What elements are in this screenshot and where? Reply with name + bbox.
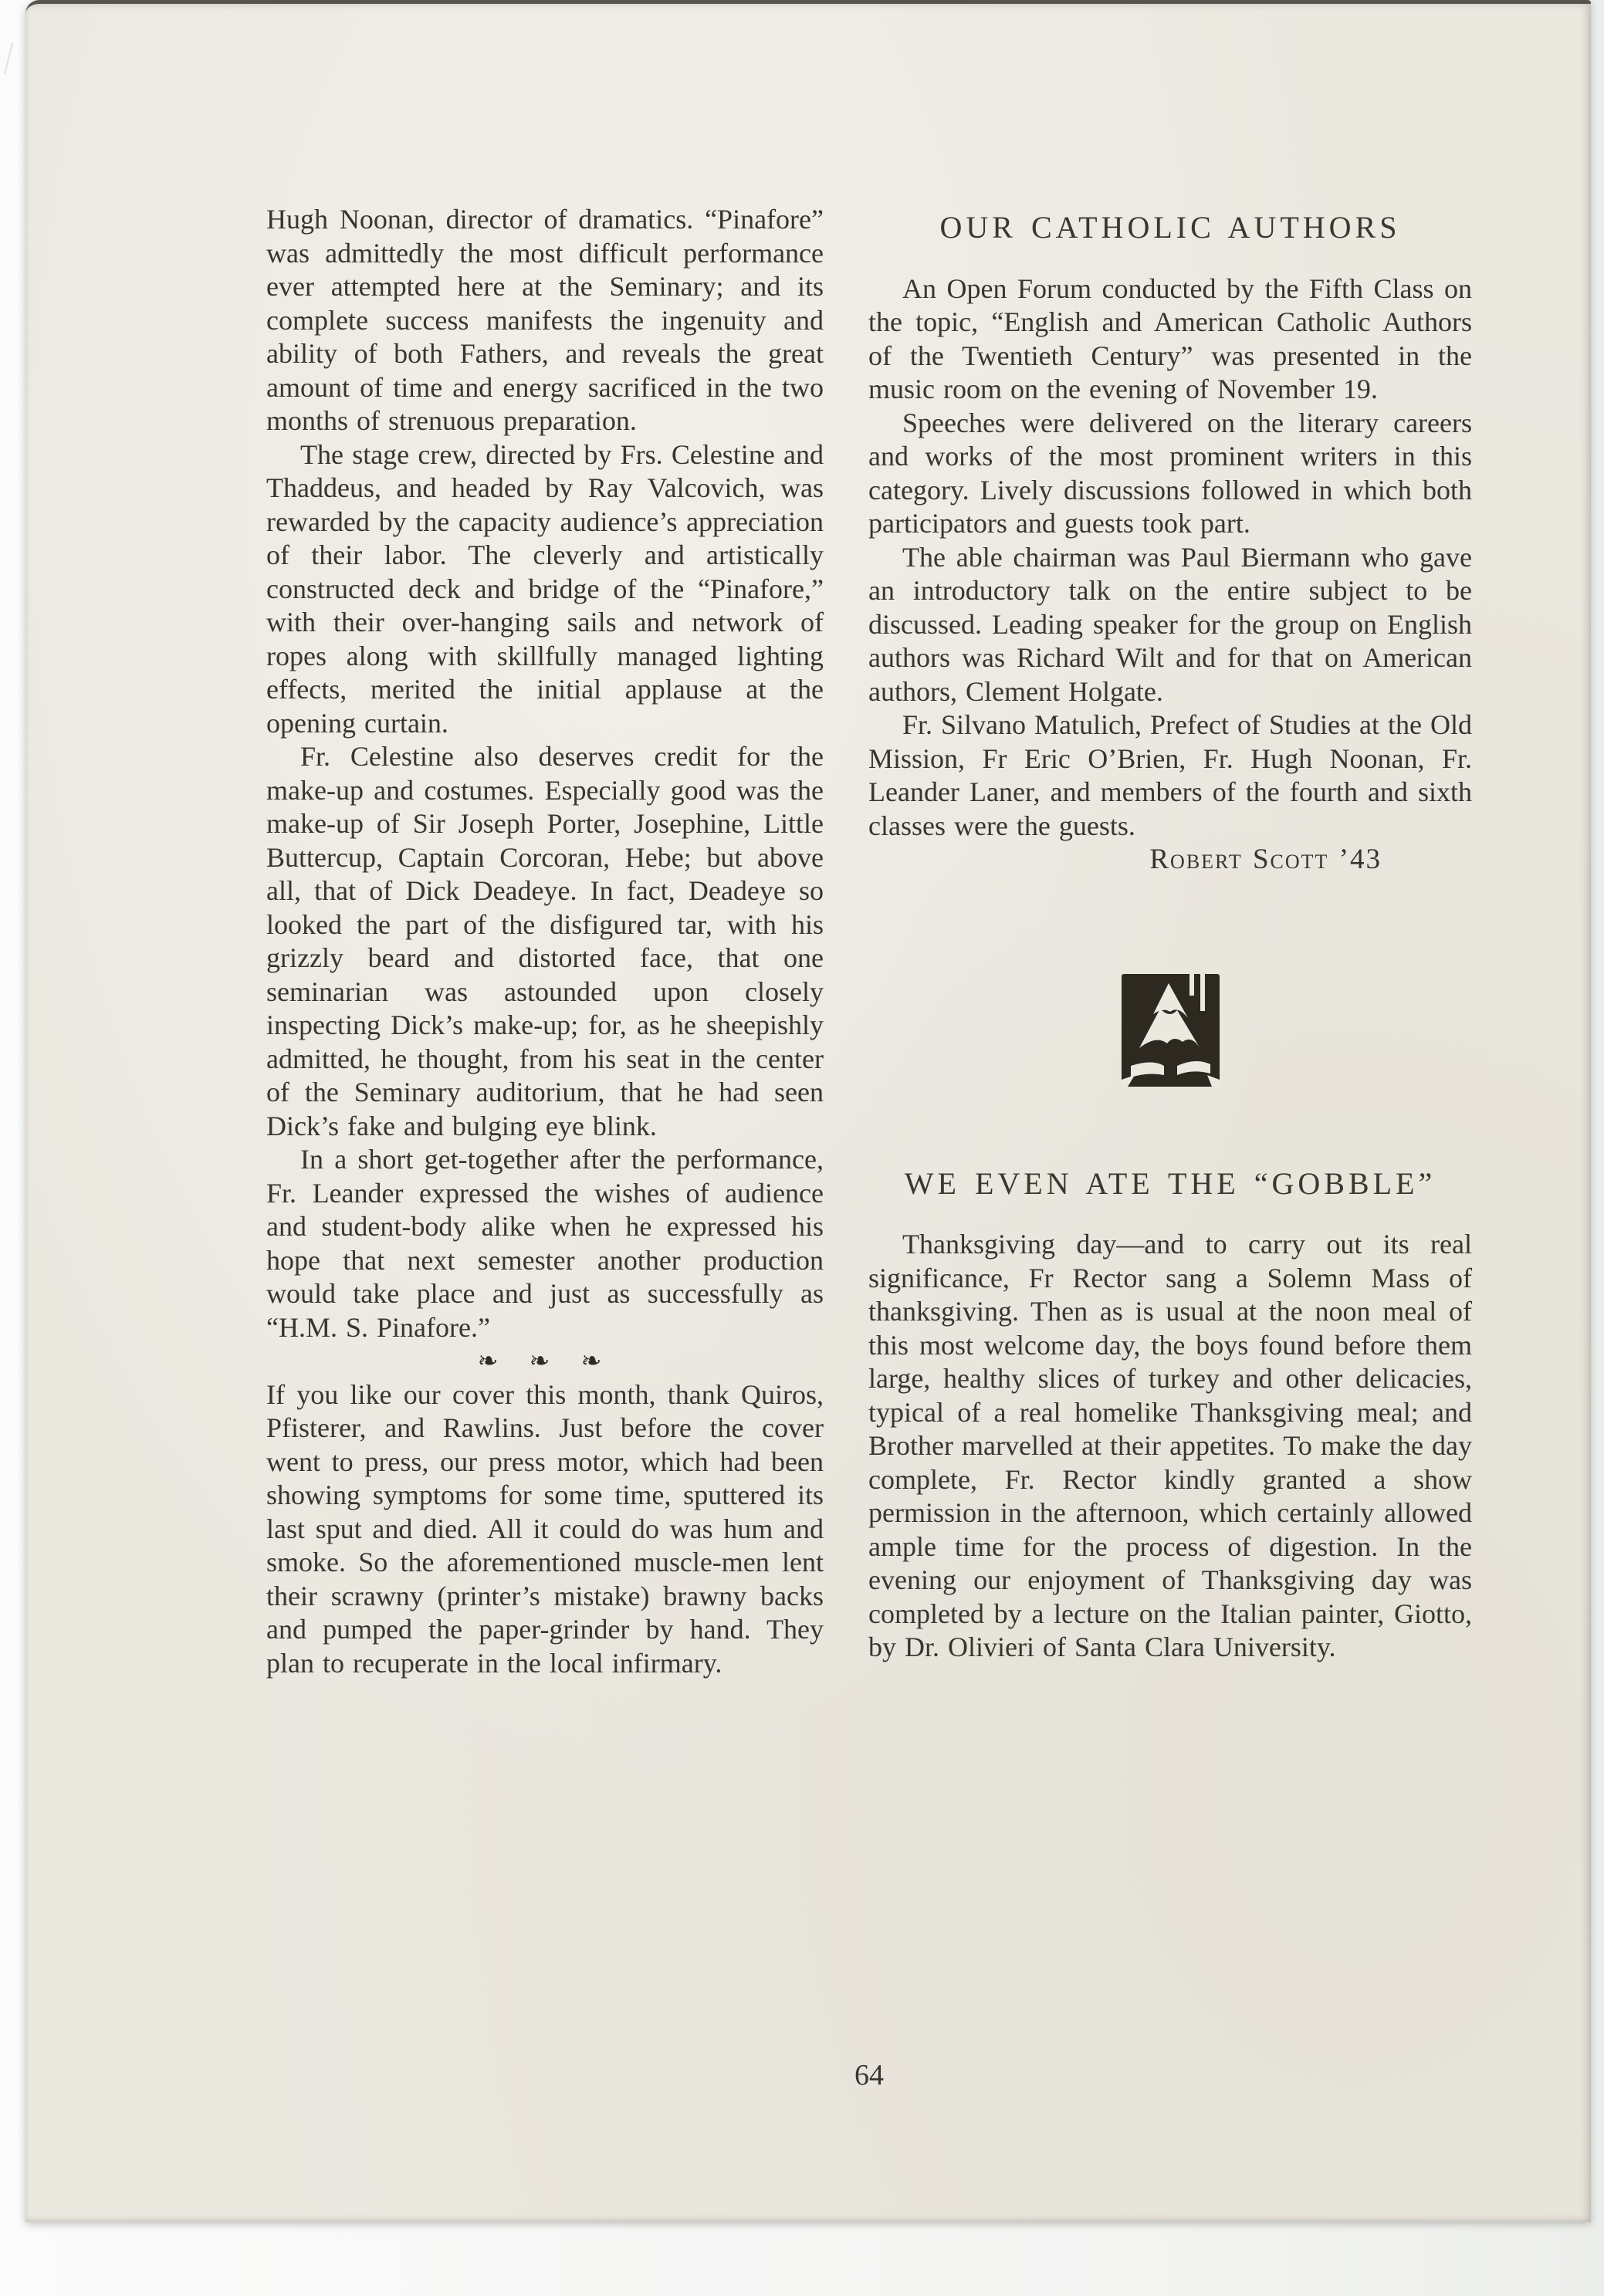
paragraph-makeup: Fr. Celestine also deserves credit for the make-up and costumes. Especially good was the make-up of Sir Joseph Porter, Josephine, Little Buttercup, Captain Corcoran, Hebe; but above all, that of Dick Deadeye. In fact, Deadeye so looked the part of the disfigured tar, with his grizzly beard and distorted face, that one seminarian was astounded upon closely inspecting Dick’s make-up; for, as he sheepishly admitted, he thought, from his seat in the center of the Seminary auditorium, that he had seen Dick’s fake and bulging eye blink. xyxy=(266,741,824,1141)
page-number: 64 xyxy=(854,2059,884,2091)
paragraph-pinafore-intro: Hugh Noonan, director of dramatics. “Pinafore” was admittedly the most difficult performance ever attempted here at the Seminary; and its complete success manifests the ingenuity and ability of both Fathers, and reveals the great amount of time and energy sacrificed in the two months of strenuous preparation. xyxy=(266,204,824,436)
paragraph-speeches: Speeches were delivered on the literary careers and works of the most prominent writers in this category. Lively discussions followed in which both participators and guests took part. xyxy=(868,407,1472,539)
left-text-column xyxy=(266,203,824,1680)
fleuron-ornament-icon: ❧ ❧ ❧ xyxy=(477,1346,613,1375)
right-text-column xyxy=(868,211,1472,1665)
paragraph-cover-press: If you like our cover this month, thank Quiros, Pfisterer, and Rawlins. Just before the cover went to press, our press motor, which had been showing symptoms for some time, sputtered its last sput and died. All it could do was hum and smoke. So the aforementioned muscle-men lent their scrawny (printer’s mistake) brawny backs and pumped the paper-grinder by hand. They plan to recuperate in the local infirmary. xyxy=(266,1378,824,1679)
paragraph-chairman: The able chairman was Paul Biermann who gave an introductory talk on the entire subject to be discussed. Leading speaker for the group on English authors was Richard Wilt and for that on American authors, Clement Holgate. xyxy=(868,541,1472,707)
magazine-page xyxy=(25,0,1591,2222)
paragraph-open-forum: An Open Forum conducted by the Fifth Class on the topic, “English and American Catholic Authors of the Twentieth Century” was presented in the music room on the evening of November 19. xyxy=(868,272,1472,404)
paragraph-guests: Fr. Silvano Matulich, Prefect of Studies at the Old Mission, Fr Eric O’Brien, Fr. Hugh Noonan, Fr. Leander Laner, and members of the fourth and sixth classes were the guests. xyxy=(868,709,1472,841)
paragraph-stage-crew: The stage crew, directed by Frs. Celestine and Thaddeus, and headed by Ray Valcovich, was rewarded by the capacity audience’s appreciation of their labor. The cleverly and artistically constructed deck and bridge of the “Pinafore,” with their over-hanging sails and network of ropes along with skillfully managed lighting effects, merited the initial applause at the opening curtain. xyxy=(266,438,824,739)
section-heading-our-catholic-authors: OUR CATHOLIC AUTHORS xyxy=(939,210,1401,245)
pine-tree-woodcut-ornament-icon xyxy=(1122,974,1220,1087)
paragraph-thanksgiving: Thanksgiving day—and to carry out its real significance, Fr Rector sang a Solemn Mass of thanksgiving. Then as is usual at the noon meal of this most welcome day, the boys found before them large, healthy slices of turkey and other delicacies, typical of a real homelike Thanksgiving meal; and Brother marvelled at their appetites. To make the day complete, Fr. Rector kindly granted a show permission in the afternoon, which certainly allowed ample time for the process of digestion. In the evening our enjoyment of Thanksgiving day was completed by a lecture on the Italian painter, Giotto, by Dr. Olivieri of Santa Clara University. xyxy=(868,1229,1472,1662)
byline-robert-scott: Robert Scott ’43 xyxy=(1149,844,1382,875)
scanner-scratch-mark xyxy=(4,42,13,74)
paragraph-get-together: In a short get-together after the performance, Fr. Leander expressed the wishes of audience and student-body alike when he expressed his hope that next semester another production would take place and just as successfully as “H.M. S. Pinafore.” xyxy=(266,1144,824,1343)
section-heading-we-even-ate-the-gobble: WE EVEN ATE THE “GOBBLE” xyxy=(904,1165,1436,1201)
